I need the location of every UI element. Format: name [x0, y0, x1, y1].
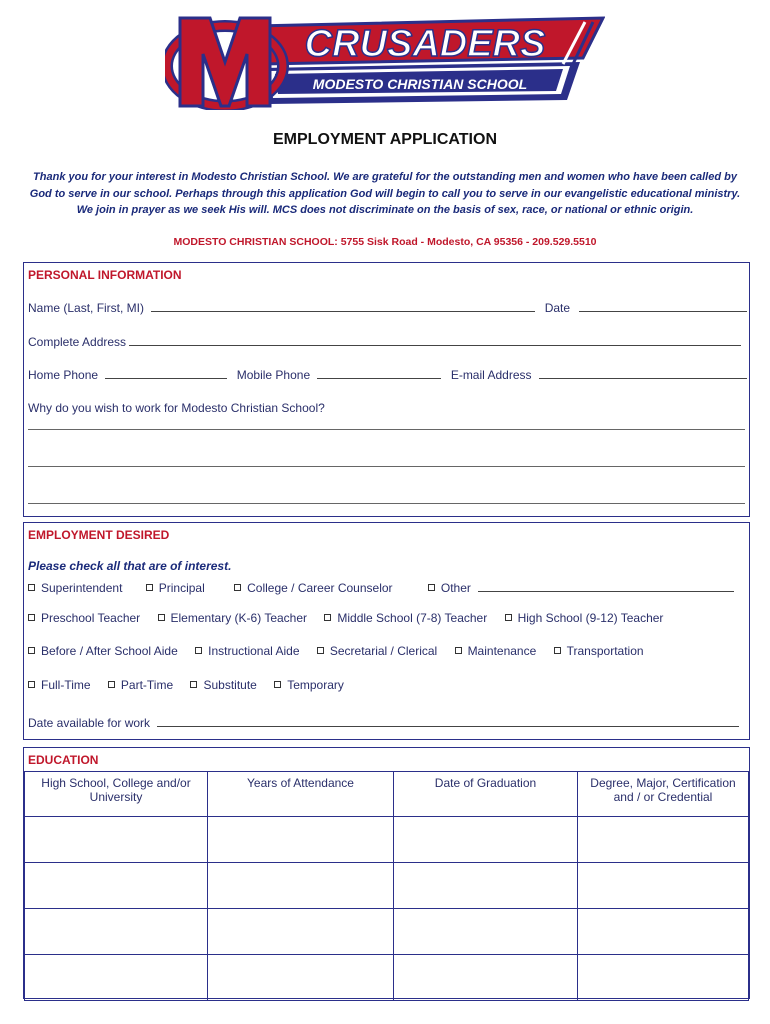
option-instructional-aide[interactable]: Instructional Aide	[195, 644, 299, 658]
option-principal[interactable]: Principal	[146, 581, 205, 595]
table-cell[interactable]	[25, 955, 208, 1001]
table-cell[interactable]	[25, 863, 208, 909]
checkbox[interactable]	[234, 584, 241, 591]
table-row	[25, 909, 749, 955]
option-transportation[interactable]: Transportation	[554, 644, 644, 658]
option-substitute[interactable]: Substitute	[190, 678, 256, 692]
checkbox[interactable]	[28, 614, 35, 621]
education-table	[24, 771, 749, 1001]
position-row-1	[28, 581, 734, 595]
table-row	[25, 817, 749, 863]
address-row	[28, 335, 741, 349]
table-cell[interactable]	[578, 955, 749, 1001]
column-header-degree: Degree, Major, Certification and / or Credential	[578, 772, 749, 817]
table-cell[interactable]	[208, 863, 394, 909]
why-label: Why do you wish to work for Modesto Christian School?	[28, 401, 325, 415]
checkbox[interactable]	[158, 614, 165, 621]
position-row-4	[28, 678, 358, 692]
table-cell[interactable]	[25, 909, 208, 955]
option-superintendent[interactable]: Superintendent	[28, 581, 122, 595]
home-phone-field[interactable]	[105, 368, 227, 379]
mobile-phone-field[interactable]	[317, 368, 441, 379]
address-label: Complete Address	[28, 335, 127, 349]
table-row	[25, 863, 749, 909]
why-answer-line-1[interactable]	[28, 429, 745, 430]
checkbox[interactable]	[195, 647, 202, 654]
column-header-years: Years of Attendance	[208, 772, 394, 817]
table-cell[interactable]	[578, 817, 749, 863]
date-available-label: Date available for work	[28, 716, 151, 730]
school-address: MODESTO CHRISTIAN SCHOOL: 5755 Sisk Road - Modesto, CA 95356 - 209.529.5510	[173, 236, 597, 248]
checkbox[interactable]	[28, 647, 35, 654]
option-elementary-teacher[interactable]: Elementary (K-6) Teacher	[158, 611, 308, 625]
education-section	[23, 747, 750, 999]
date-available-field[interactable]	[157, 716, 739, 727]
position-row-2	[28, 611, 677, 625]
checkbox[interactable]	[190, 681, 197, 688]
option-maintenance[interactable]: Maintenance	[455, 644, 537, 658]
checkbox[interactable]	[324, 614, 331, 621]
checkbox[interactable]	[554, 647, 561, 654]
option-college-career-counselor[interactable]: College / Career Counselor	[234, 581, 392, 595]
table-cell[interactable]	[578, 863, 749, 909]
phone-email-row	[28, 368, 747, 382]
date-field[interactable]	[579, 301, 747, 312]
employment-instruction: Please check all that are of interest.	[28, 559, 232, 573]
checkbox[interactable]	[28, 584, 35, 591]
checkbox[interactable]	[146, 584, 153, 591]
position-row-3	[28, 644, 658, 658]
table-cell[interactable]	[25, 817, 208, 863]
why-answer-line-2[interactable]	[28, 466, 745, 467]
option-other[interactable]: Other	[428, 581, 471, 595]
logo-word: CRUSADERS	[304, 23, 546, 65]
table-cell[interactable]	[208, 909, 394, 955]
table-cell[interactable]	[208, 817, 394, 863]
checkbox[interactable]	[455, 647, 462, 654]
page-title: EMPLOYMENT APPLICATION	[273, 131, 497, 148]
personal-information-heading: PERSONAL INFORMATION	[28, 268, 182, 282]
name-date-row	[28, 301, 747, 315]
option-secretarial-clerical[interactable]: Secretarial / Clerical	[317, 644, 437, 658]
date-available-row	[28, 716, 739, 730]
option-middle-school-teacher[interactable]: Middle School (7-8) Teacher	[324, 611, 487, 625]
intro-paragraph: Thank you for your interest in Modesto Christian School. We are grateful for the outstanding men and women who have been called by God to serve in our school. Perhaps through this application God will begin to call you to serve in our evangelistic educational ministry. We join in prayer as we seek His will. MCS does not discriminate on the basis of sex, race, or national or ethnic origin.	[29, 171, 741, 216]
crusaders-logo	[165, 14, 605, 110]
table-cell[interactable]	[394, 955, 578, 1001]
option-full-time[interactable]: Full-Time	[28, 678, 91, 692]
personal-information-section	[23, 262, 750, 517]
mobile-phone-label: Mobile Phone	[236, 368, 311, 382]
table-cell[interactable]	[578, 909, 749, 955]
education-heading: EDUCATION	[28, 753, 99, 767]
name-field[interactable]	[151, 301, 535, 312]
option-preschool-teacher[interactable]: Preschool Teacher	[28, 611, 140, 625]
checkbox[interactable]	[428, 584, 435, 591]
table-cell[interactable]	[394, 909, 578, 955]
why-answer-line-3[interactable]	[28, 503, 745, 504]
logo-school-name: MODESTO CHRISTIAN SCHOOL	[312, 76, 528, 92]
table-header-row	[25, 772, 749, 817]
employment-desired-heading: EMPLOYMENT DESIRED	[28, 528, 170, 542]
home-phone-label: Home Phone	[28, 368, 99, 382]
table-cell[interactable]	[208, 955, 394, 1001]
checkbox[interactable]	[108, 681, 115, 688]
address-field[interactable]	[129, 335, 741, 346]
column-header-school: High School, College and/or University	[25, 772, 208, 817]
email-field[interactable]	[539, 368, 747, 379]
name-label: Name (Last, First, MI)	[28, 301, 145, 315]
table-row	[25, 955, 749, 1001]
option-high-school-teacher[interactable]: High School (9-12) Teacher	[505, 611, 664, 625]
column-header-graduation: Date of Graduation	[394, 772, 578, 817]
employment-desired-section	[23, 522, 750, 740]
checkbox[interactable]	[505, 614, 512, 621]
option-part-time[interactable]: Part-Time	[108, 678, 173, 692]
option-temporary[interactable]: Temporary	[274, 678, 344, 692]
email-label: E-mail Address	[450, 368, 532, 382]
checkbox[interactable]	[28, 681, 35, 688]
table-cell[interactable]	[394, 863, 578, 909]
date-label: Date	[544, 301, 571, 315]
other-field[interactable]	[478, 581, 734, 592]
option-before-after-school-aide[interactable]: Before / After School Aide	[28, 644, 178, 658]
table-cell[interactable]	[394, 817, 578, 863]
checkbox[interactable]	[274, 681, 281, 688]
checkbox[interactable]	[317, 647, 324, 654]
